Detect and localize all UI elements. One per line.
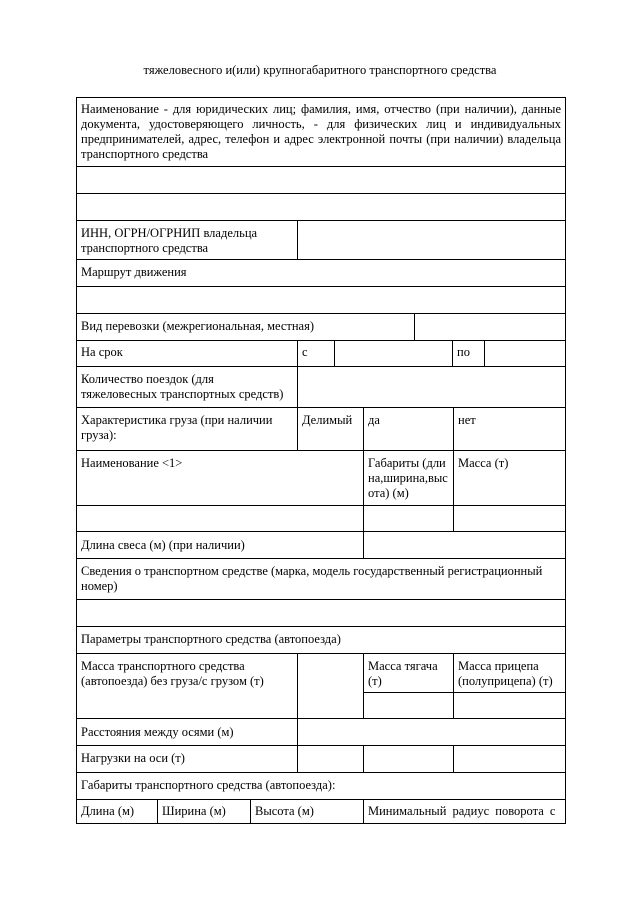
axle-distance-field[interactable] bbox=[297, 718, 566, 746]
vehicle-dims-label: Габариты транспортного средства (автопоезда): bbox=[81, 778, 336, 792]
owner-name-field-2[interactable] bbox=[76, 193, 566, 221]
cargo-mass-label-cell bbox=[453, 450, 566, 506]
axle-loads-field-2[interactable] bbox=[363, 745, 454, 773]
cargo-char-label-cell bbox=[76, 407, 298, 451]
period-from-label: с bbox=[302, 345, 308, 359]
owner-name-label-cell bbox=[76, 97, 566, 167]
divisible-cell bbox=[297, 407, 364, 451]
no-label: нет bbox=[458, 413, 476, 427]
divisible-label: Делимый bbox=[302, 413, 353, 427]
trailer-mass-label-cell bbox=[453, 653, 566, 693]
transport-type-field[interactable] bbox=[414, 313, 566, 341]
height-label: Высота (м) bbox=[255, 804, 314, 818]
overhang-field[interactable] bbox=[363, 531, 566, 559]
vehicle-params-label: Параметры транспортного средства (автопоезда) bbox=[81, 632, 341, 646]
tractor-mass-label-cell bbox=[363, 653, 454, 693]
trips-field[interactable] bbox=[297, 366, 566, 408]
period-to-field[interactable] bbox=[484, 340, 566, 367]
axle-loads-label-cell bbox=[76, 745, 298, 773]
period-label-cell bbox=[76, 340, 298, 367]
owner-name-label: Наименование - для юридических лиц; фамилия, имя, отчество (при наличии), данные документа, удостоверяющего личность, - для физических лиц и индивидуальных предпринимателей, адрес, телефон и адрес электронной почты (при наличии) владельца транспортного средства bbox=[81, 102, 561, 161]
owner-name-field[interactable] bbox=[76, 166, 566, 194]
period-from-field[interactable] bbox=[334, 340, 453, 367]
yes-label: да bbox=[368, 413, 380, 427]
period-to-cell bbox=[452, 340, 485, 367]
vehicle-info-field[interactable] bbox=[76, 599, 566, 627]
route-label: Маршрут движения bbox=[81, 265, 187, 279]
yes-cell[interactable] bbox=[363, 407, 454, 451]
vehicle-mass-label-cell bbox=[76, 653, 298, 719]
inn-field[interactable] bbox=[297, 220, 566, 260]
axle-loads-field-3[interactable] bbox=[453, 745, 566, 773]
transport-type-label-cell bbox=[76, 313, 415, 341]
no-cell[interactable] bbox=[453, 407, 566, 451]
trips-label: Количество поездок (для тяжеловесных транспортных средств) bbox=[81, 372, 284, 401]
vehicle-params-label-cell bbox=[76, 626, 566, 654]
trailer-mass-field[interactable] bbox=[453, 692, 566, 719]
cargo-dims-label-cell bbox=[363, 450, 454, 506]
overhang-label-cell bbox=[76, 531, 364, 559]
overhang-label: Длина свеса (м) (при наличии) bbox=[81, 538, 245, 552]
axle-distance-label: Расстояния между осями (м) bbox=[81, 725, 234, 739]
cargo-name-field[interactable] bbox=[76, 505, 364, 532]
vehicle-dims-label-cell bbox=[76, 772, 566, 800]
turn-radius-label-cell bbox=[363, 799, 566, 824]
cargo-mass-field[interactable] bbox=[453, 505, 566, 532]
vehicle-info-label: Сведения о транспортном средстве (марка, модель государственный регистрационный номер) bbox=[81, 564, 543, 593]
document-title: тяжеловесного и(или) крупногабаритного транспортного средства bbox=[143, 63, 497, 77]
inn-label-cell bbox=[76, 220, 298, 260]
cargo-name-label-cell bbox=[76, 450, 364, 506]
axle-loads-field-1[interactable] bbox=[297, 745, 364, 773]
axle-distance-label-cell bbox=[76, 718, 298, 746]
period-to-label: по bbox=[457, 345, 470, 359]
inn-label: ИНН, ОГРН/ОГРНИП владельца транспортного средства bbox=[81, 226, 258, 255]
route-label-cell bbox=[76, 259, 566, 287]
route-field[interactable] bbox=[76, 286, 566, 314]
length-label: Длина (м) bbox=[81, 804, 135, 818]
period-from-cell bbox=[297, 340, 335, 367]
cargo-name-label: Наименование <1> bbox=[81, 456, 183, 470]
turn-radius-label: Минимальный радиус поворота с bbox=[368, 804, 556, 818]
width-label: Ширина (м) bbox=[162, 804, 226, 818]
vehicle-info-label-cell bbox=[76, 558, 566, 600]
vehicle-mass-field[interactable] bbox=[297, 653, 364, 719]
trips-label-cell bbox=[76, 366, 298, 408]
period-label: На срок bbox=[81, 345, 123, 359]
axle-loads-label: Нагрузки на оси (т) bbox=[81, 751, 185, 765]
tractor-mass-label: Масса тягача (т) bbox=[368, 659, 438, 688]
cargo-dims-label: Габариты (длина,ширина,высота) (м) bbox=[368, 456, 448, 500]
trailer-mass-label: Масса прицепа (полуприцепа) (т) bbox=[458, 659, 553, 688]
vehicle-mass-label: Масса транспортного средства (автопоезда) без груза/с грузом (т) bbox=[81, 659, 264, 688]
height-label-cell bbox=[250, 799, 364, 824]
cargo-mass-label: Масса (т) bbox=[458, 456, 509, 470]
tractor-mass-field[interactable] bbox=[363, 692, 454, 719]
length-label-cell bbox=[76, 799, 158, 824]
width-label-cell bbox=[157, 799, 251, 824]
transport-type-label: Вид перевозки (межрегиональная, местная) bbox=[81, 319, 315, 333]
cargo-char-label: Характеристика груза (при наличии груза): bbox=[81, 413, 273, 442]
cargo-dims-field[interactable] bbox=[363, 505, 454, 532]
